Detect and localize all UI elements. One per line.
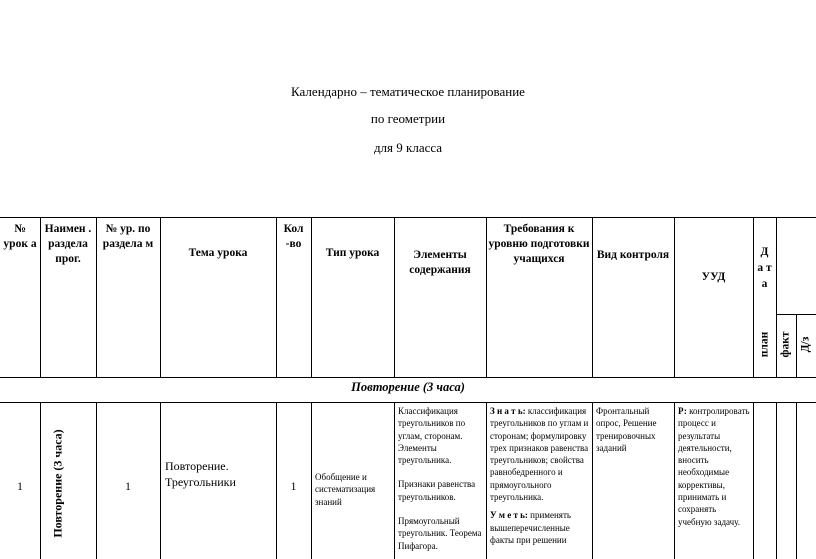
content-element-equality-signs: Признаки равенства треугольников. [398, 479, 476, 502]
header-lesson-number: № урок а [3, 223, 37, 250]
header-requirements: Требования к уровню подготовки учащихся [488, 223, 590, 265]
content-elements [398, 405, 484, 552]
header-content-elements: Элементы содержания [409, 249, 471, 276]
section-name-vertical: Повторение (3 часа) [50, 429, 65, 538]
header-section-name: Наимен . раздела прог. [44, 223, 92, 265]
header-control-type: Вид контроля [596, 249, 670, 261]
content-element-right-triangle: Прямоугольный треугольник. Теорема Пифагора. [398, 516, 482, 551]
requirements [490, 405, 590, 546]
header-date: Д а т а [757, 246, 772, 290]
header-homework: Д/з [799, 336, 812, 353]
lesson-topic: Повторение. Треугольники [165, 459, 236, 489]
requirement-can: У м е т ь: применять вышеперечисленные факты при решении [490, 510, 571, 545]
header-section-lesson-number: № ур. по раздела м [102, 223, 154, 250]
requirement-can-label: У м е т ь: [490, 510, 528, 521]
hours-count: 1 [290, 481, 297, 493]
header-lesson-topic: Тема урока [188, 247, 248, 259]
header-uud: УУД [701, 271, 726, 283]
uud-description: Р: контролировать процесс и результаты деятельности, вносить необходимые коррективы, принимать и сохранять учебную задачу. [678, 406, 750, 527]
page-subtitle-subject: по геометрии [370, 111, 446, 126]
header-date-plan: план [758, 331, 771, 358]
content-element-classification: Классификация треугольников по углам, сторонам. Элементы треугольника. [398, 406, 466, 466]
header-date-fact: факт [779, 331, 792, 358]
header-lesson-type: Тип урока [325, 247, 380, 259]
uud-label: Р: [678, 406, 687, 416]
page-subtitle-grade: для 9 класса [373, 140, 443, 155]
section-lesson-number: 1 [125, 481, 131, 493]
page-title: Календарно – тематическое планирование [291, 84, 525, 99]
requirement-know-label: З н а т ь: [490, 406, 526, 416]
lesson-number: 1 [17, 481, 23, 493]
header-hours-count: Кол -во [283, 223, 304, 250]
lesson-type: Обобщение и систематизация знаний [315, 472, 376, 507]
requirement-know: З н а т ь: классификация треугольников по углам и сторонам; формулировку трех признаков равенства треугольников; свойства равнобедренного и прямоугольного треугольника. [490, 406, 589, 503]
control-type: Фронтальный опрос, Решение тренировочных заданий [596, 406, 657, 453]
section-row-title: Повторение (3 часа) [351, 380, 465, 394]
